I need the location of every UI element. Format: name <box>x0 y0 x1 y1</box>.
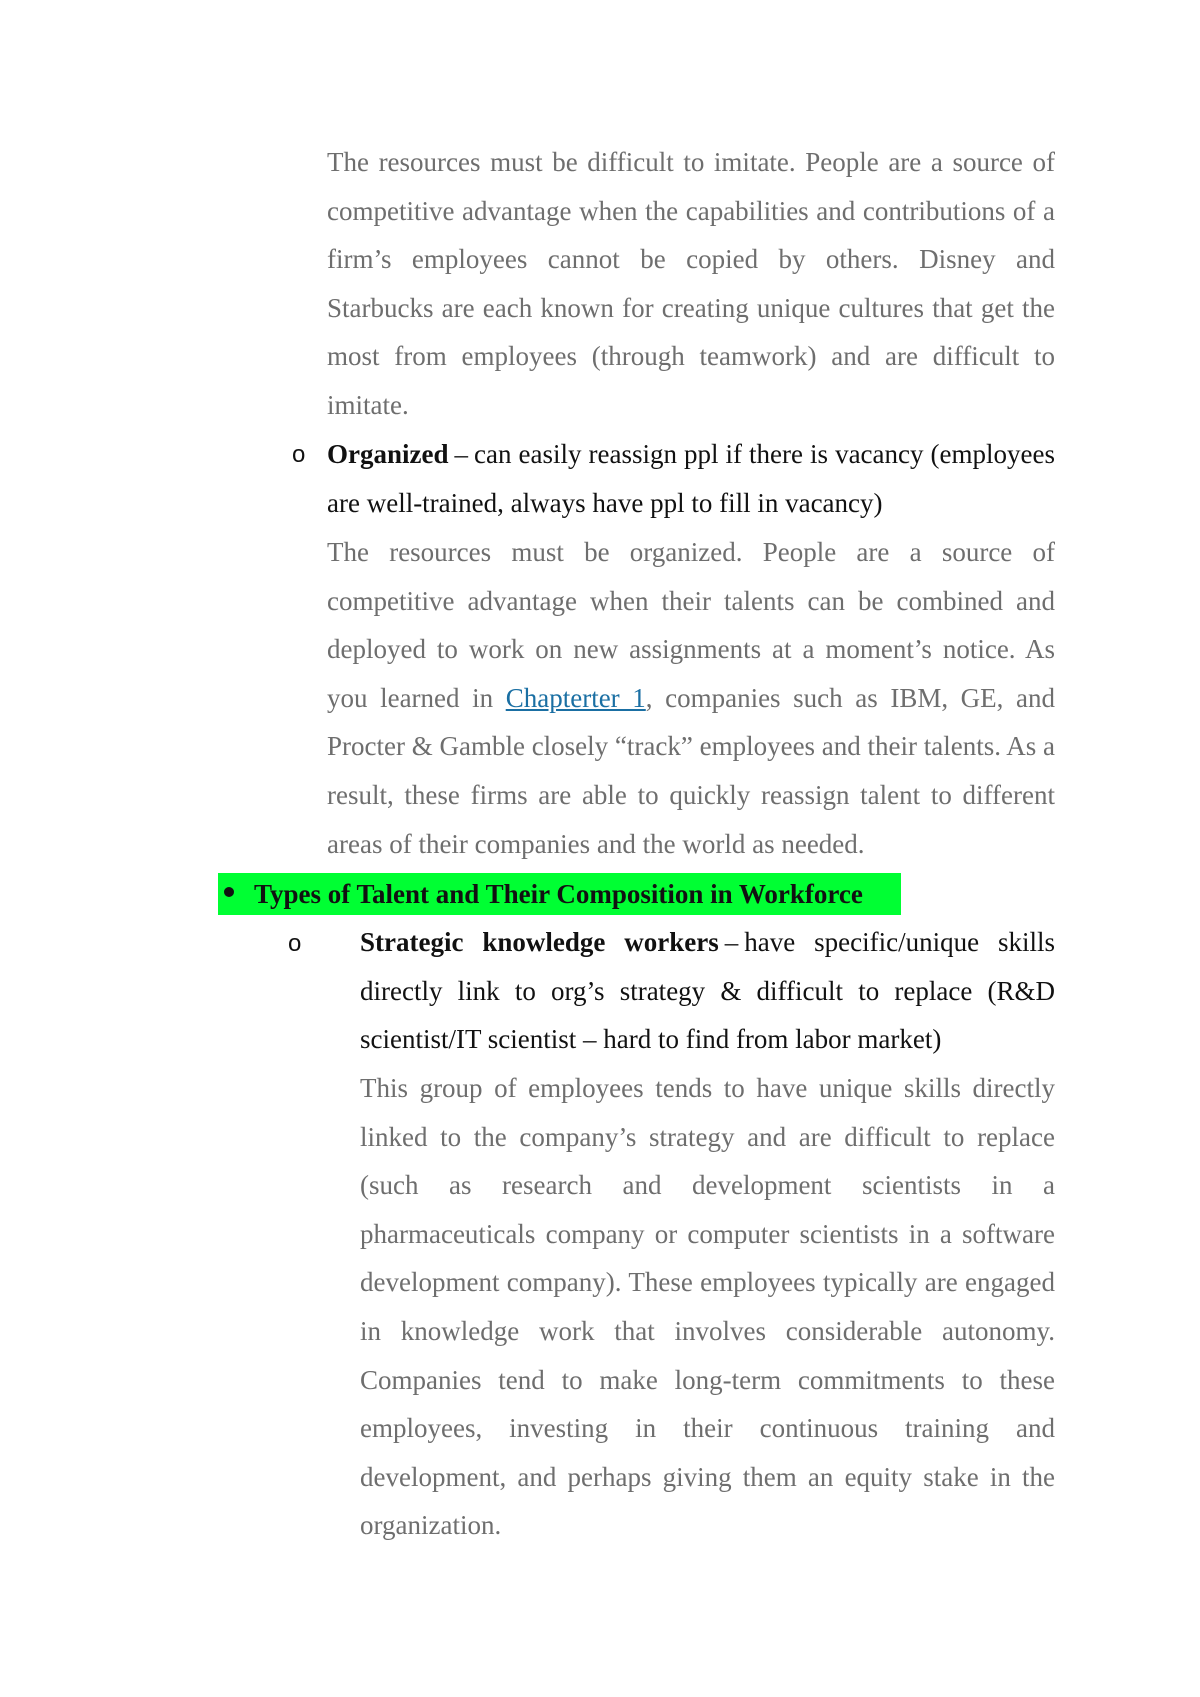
organized-bullet: o <box>292 441 306 468</box>
organized-item <box>327 430 1055 527</box>
strategic-description: This group of employees tends to have unique skills directly linked to the company’s strategy and are difficult to replace (such as research and development scientists in a pharmaceuticals company or computer scientists in a software development company). These employees typically are engaged in knowledge work that involves considerable autonomy. Companies tend to make long-term commitments to these employees, investing in their continuous training and development, and perhaps giving them an equity stake in the organization. <box>360 1073 1055 1541</box>
organized-description-end: , companies such as IBM, GE, and Procter & Gamble closely “track” employees and their talents. As a result, these firms are able to quickly reassign talent to different areas of their companies and the world as needed. <box>327 682 1055 859</box>
strategic-term: Strategic knowledge workers <box>360 927 719 957</box>
organized-description-start: The resources must be organized. People are a source of competitive advantage when their talents can be combined and deployed to work on new assignments at a moment’s notice. As you learned in <box>327 537 1055 713</box>
strategic-note: have specific/unique skills directly link to org’s strategy & difficult to replace (R&D scientist/IT scientist – hard to find from labor market) <box>360 927 1055 1055</box>
organized-dash: – <box>454 439 468 469</box>
organized-term: Organized <box>327 439 449 469</box>
section-heading: Types of Talent and Their Composition in Workforce <box>254 879 863 909</box>
inimitable-description: The resources must be difficult to imitate. People are a source of competitive advantage when the capabilities and contributions of a firm’s employees cannot be copied by others. Disney and Starbucks are each known for creating unique cultures that get the most from employees (through teamwork) and are difficult to imitate. <box>327 147 1055 420</box>
strategic-dash: – <box>724 927 739 957</box>
organized-note: can easily reassign ppl if there is vacancy (employees are well-trained, always have ppl to fill in vacancy) <box>327 439 1055 518</box>
bullet-disc-icon <box>224 887 234 897</box>
chapter-link[interactable]: Chapterter 1 <box>505 682 646 713</box>
organized-description <box>327 528 1055 868</box>
strategic-bullet: o <box>288 930 302 957</box>
strategic-item <box>360 918 1055 1064</box>
